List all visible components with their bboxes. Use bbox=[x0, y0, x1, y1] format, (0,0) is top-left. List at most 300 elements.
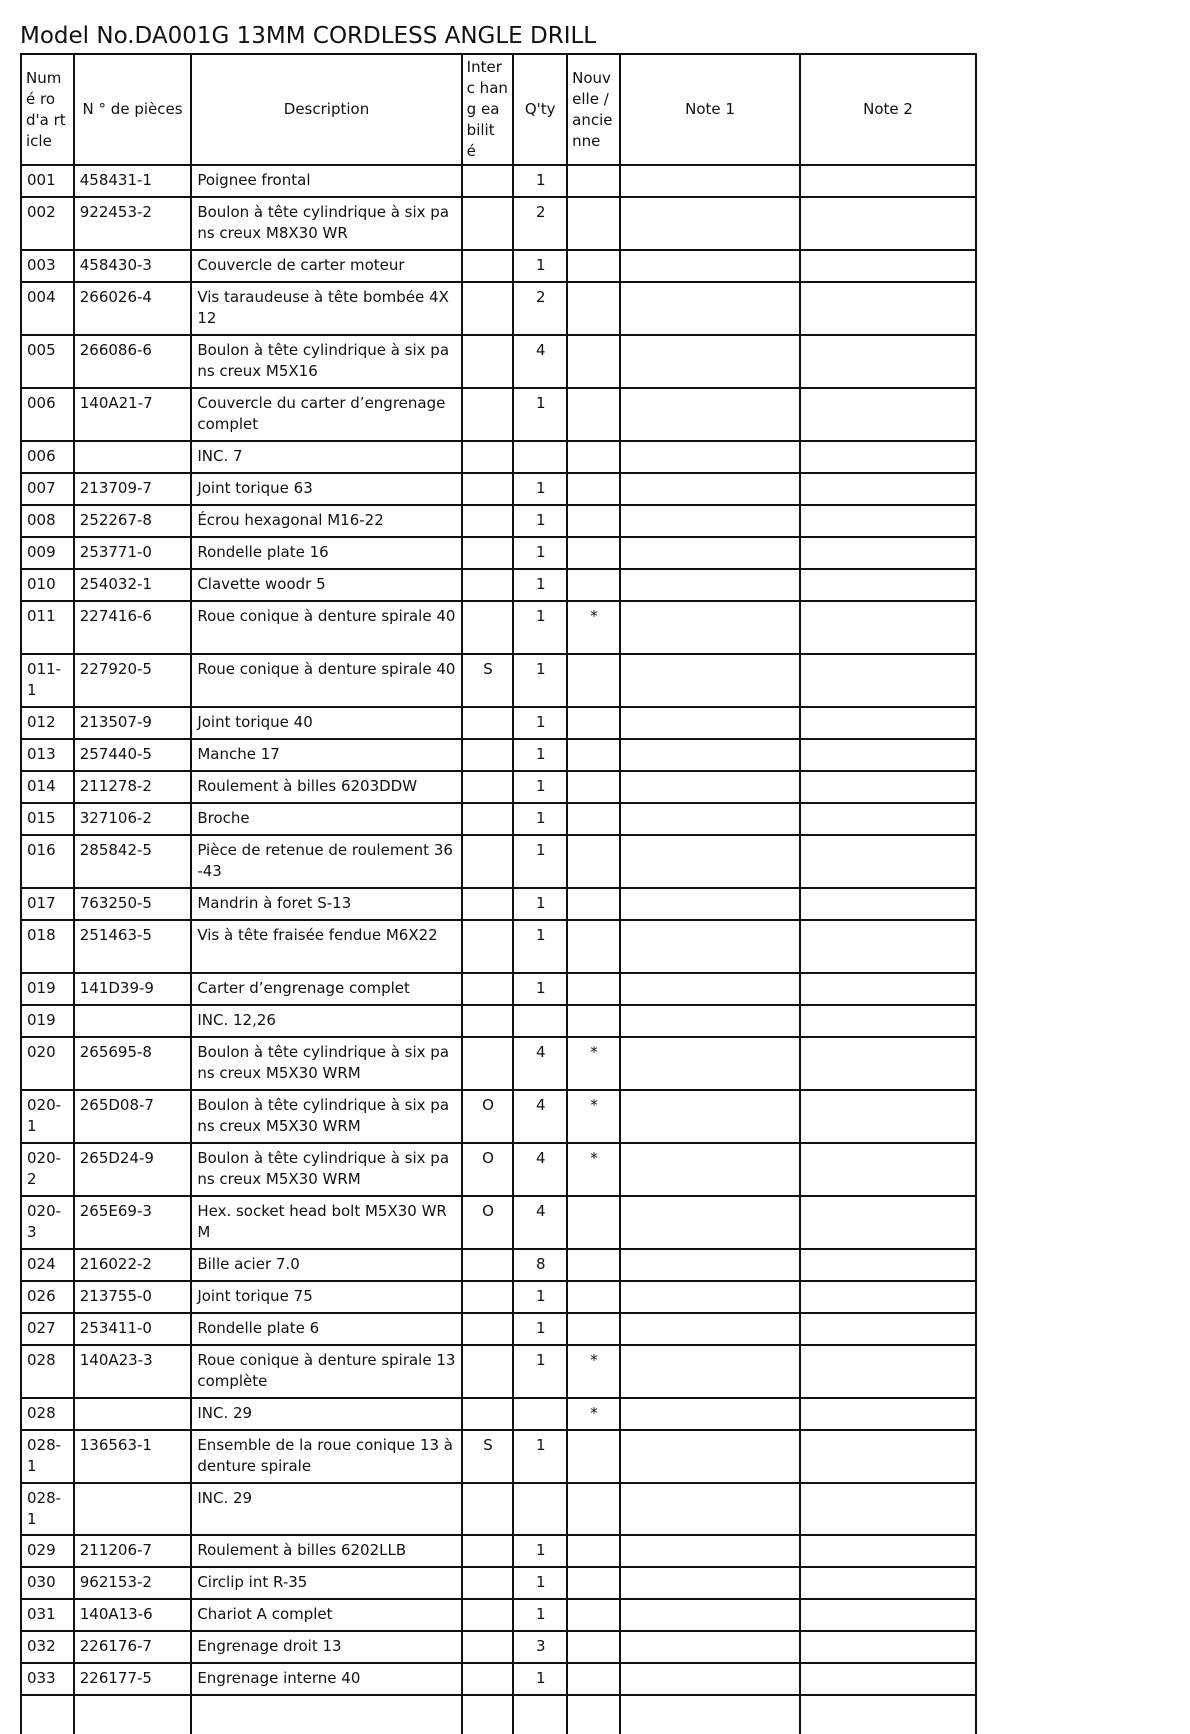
cell-part-number: 213507-9 bbox=[74, 707, 192, 739]
cell-qty: 4 bbox=[513, 1037, 567, 1090]
header-note2: Note 2 bbox=[800, 54, 976, 165]
cell-new-old bbox=[567, 973, 620, 1005]
cell-part-number: 257440-5 bbox=[74, 739, 192, 771]
cell-new-old bbox=[567, 1281, 620, 1313]
cell-note1 bbox=[620, 1398, 800, 1430]
cell-item-number: 028 bbox=[21, 1345, 74, 1398]
cell-qty: 1 bbox=[513, 569, 567, 601]
table-row bbox=[21, 973, 976, 1005]
cell-description: Poignee frontal bbox=[191, 165, 461, 197]
table-row bbox=[21, 569, 976, 601]
table-row bbox=[21, 197, 976, 250]
cell-description: Rondelle plate 16 bbox=[191, 537, 461, 569]
cell-qty: 1 bbox=[513, 1281, 567, 1313]
cell-note1 bbox=[620, 973, 800, 1005]
header-item-number: Numé ro d'a rticle bbox=[21, 54, 74, 165]
cell-part-number: 213755-0 bbox=[74, 1281, 192, 1313]
cell-note2 bbox=[800, 1567, 976, 1599]
cell-part-number: 226176-7 bbox=[74, 1631, 192, 1663]
table-row bbox=[21, 1663, 976, 1695]
cell-note2 bbox=[800, 335, 976, 388]
cell-part-number: 763250-5 bbox=[74, 888, 192, 920]
cell-note2 bbox=[800, 707, 976, 739]
cell-new-old bbox=[567, 1663, 620, 1695]
cell-note2 bbox=[800, 1535, 976, 1567]
cell-part-number: 285842-5 bbox=[74, 835, 192, 888]
cell-part-number: 254032-1 bbox=[74, 569, 192, 601]
cell-item-number: 006 bbox=[21, 388, 74, 441]
cell-note1 bbox=[620, 654, 800, 707]
cell-note1 bbox=[620, 1663, 800, 1695]
cell-note2 bbox=[800, 1090, 976, 1143]
cell-note1 bbox=[620, 920, 800, 973]
cell-item-number: 010 bbox=[21, 569, 74, 601]
cell-qty bbox=[513, 441, 567, 473]
cell-part-number: 136563-1 bbox=[74, 1430, 192, 1483]
cell-qty: 1 bbox=[513, 973, 567, 1005]
cell-item-number: 017 bbox=[21, 888, 74, 920]
cell-description: Ensemble de la roue conique 13 à denture spirale bbox=[191, 1430, 461, 1483]
cell-interchangeability: O bbox=[462, 1143, 514, 1196]
table-row bbox=[21, 1313, 976, 1345]
cell-interchangeability bbox=[462, 1599, 514, 1631]
empty-cell bbox=[800, 1695, 976, 1734]
cell-note1 bbox=[620, 803, 800, 835]
table-row bbox=[21, 1599, 976, 1631]
cell-note1 bbox=[620, 1483, 800, 1535]
cell-description: Hex. socket head bolt M5X30 WRM bbox=[191, 1196, 461, 1249]
cell-interchangeability bbox=[462, 165, 514, 197]
cell-part-number bbox=[74, 1398, 192, 1430]
cell-note2 bbox=[800, 1398, 976, 1430]
empty-cell bbox=[513, 1695, 567, 1734]
cell-note1 bbox=[620, 165, 800, 197]
cell-note1 bbox=[620, 1090, 800, 1143]
table-row bbox=[21, 250, 976, 282]
cell-interchangeability: S bbox=[462, 654, 514, 707]
table-row bbox=[21, 771, 976, 803]
cell-interchangeability: O bbox=[462, 1196, 514, 1249]
header-interchangeability: Interc hang eabilit é bbox=[462, 54, 514, 165]
cell-interchangeability bbox=[462, 1037, 514, 1090]
cell-item-number: 019 bbox=[21, 973, 74, 1005]
empty-cell bbox=[74, 1695, 192, 1734]
table-row bbox=[21, 920, 976, 973]
empty-cell bbox=[21, 1695, 74, 1734]
cell-part-number: 265695-8 bbox=[74, 1037, 192, 1090]
cell-interchangeability bbox=[462, 388, 514, 441]
cell-item-number: 012 bbox=[21, 707, 74, 739]
cell-description: Manche 17 bbox=[191, 739, 461, 771]
cell-part-number: 227416-6 bbox=[74, 601, 192, 654]
cell-note2 bbox=[800, 1631, 976, 1663]
cell-new-old bbox=[567, 1005, 620, 1037]
cell-description: Joint torique 63 bbox=[191, 473, 461, 505]
cell-note1 bbox=[620, 1345, 800, 1398]
cell-note1 bbox=[620, 473, 800, 505]
cell-note1 bbox=[620, 1430, 800, 1483]
cell-note1 bbox=[620, 1535, 800, 1567]
cell-qty: 1 bbox=[513, 771, 567, 803]
table-row bbox=[21, 601, 976, 654]
cell-description: Joint torique 75 bbox=[191, 1281, 461, 1313]
cell-description: Pièce de retenue de roulement 36-43 bbox=[191, 835, 461, 888]
cell-qty: 1 bbox=[513, 654, 567, 707]
cell-interchangeability bbox=[462, 1535, 514, 1567]
cell-item-number: 001 bbox=[21, 165, 74, 197]
cell-interchangeability bbox=[462, 1281, 514, 1313]
cell-new-old bbox=[567, 1196, 620, 1249]
cell-item-number: 032 bbox=[21, 1631, 74, 1663]
table-row bbox=[21, 1090, 976, 1143]
cell-qty: 1 bbox=[513, 1535, 567, 1567]
empty-cell bbox=[191, 1695, 461, 1734]
cell-note2 bbox=[800, 165, 976, 197]
cell-qty: 8 bbox=[513, 1249, 567, 1281]
table-header-row bbox=[21, 54, 976, 165]
cell-new-old bbox=[567, 654, 620, 707]
cell-qty: 1 bbox=[513, 803, 567, 835]
page-title: Model No.DA001G 13MM CORDLESS ANGLE DRILL bbox=[20, 23, 597, 49]
cell-note2 bbox=[800, 250, 976, 282]
cell-note1 bbox=[620, 569, 800, 601]
cell-note1 bbox=[620, 1249, 800, 1281]
cell-interchangeability bbox=[462, 1249, 514, 1281]
cell-note1 bbox=[620, 1037, 800, 1090]
cell-new-old bbox=[567, 888, 620, 920]
cell-interchangeability bbox=[462, 335, 514, 388]
cell-new-old bbox=[567, 1483, 620, 1535]
cell-item-number: 020-1 bbox=[21, 1090, 74, 1143]
cell-new-old bbox=[567, 473, 620, 505]
table-row bbox=[21, 1037, 976, 1090]
cell-part-number: 265E69-3 bbox=[74, 1196, 192, 1249]
cell-description: Boulon à tête cylindrique à six pans creux M5X30 WRM bbox=[191, 1143, 461, 1196]
cell-note2 bbox=[800, 739, 976, 771]
cell-description: Mandrin à foret S-13 bbox=[191, 888, 461, 920]
cell-part-number: 327106-2 bbox=[74, 803, 192, 835]
cell-note1 bbox=[620, 505, 800, 537]
cell-qty: 1 bbox=[513, 473, 567, 505]
cell-new-old bbox=[567, 771, 620, 803]
cell-note1 bbox=[620, 1196, 800, 1249]
cell-note2 bbox=[800, 1345, 976, 1398]
cell-note1 bbox=[620, 388, 800, 441]
cell-note2 bbox=[800, 282, 976, 335]
cell-interchangeability bbox=[462, 835, 514, 888]
cell-note1 bbox=[620, 250, 800, 282]
table-row bbox=[21, 505, 976, 537]
cell-qty bbox=[513, 1398, 567, 1430]
cell-note2 bbox=[800, 441, 976, 473]
cell-description: INC. 29 bbox=[191, 1398, 461, 1430]
header-description: Description bbox=[191, 54, 461, 165]
cell-item-number: 004 bbox=[21, 282, 74, 335]
cell-interchangeability bbox=[462, 537, 514, 569]
cell-qty: 1 bbox=[513, 1430, 567, 1483]
cell-part-number: 226177-5 bbox=[74, 1663, 192, 1695]
table-row bbox=[21, 1535, 976, 1567]
table-row bbox=[21, 1567, 976, 1599]
cell-qty: 4 bbox=[513, 1196, 567, 1249]
cell-note2 bbox=[800, 601, 976, 654]
header-part-number: N ° de pièces bbox=[74, 54, 192, 165]
cell-description: Roue conique à denture spirale 40 bbox=[191, 654, 461, 707]
cell-qty: 1 bbox=[513, 601, 567, 654]
table-row bbox=[21, 1005, 976, 1037]
cell-interchangeability: S bbox=[462, 1430, 514, 1483]
cell-qty: 1 bbox=[513, 165, 567, 197]
cell-new-old bbox=[567, 803, 620, 835]
cell-note1 bbox=[620, 197, 800, 250]
cell-part-number: 265D24-9 bbox=[74, 1143, 192, 1196]
cell-qty: 1 bbox=[513, 707, 567, 739]
cell-interchangeability bbox=[462, 803, 514, 835]
cell-description: Roulement à billes 6202LLB bbox=[191, 1535, 461, 1567]
cell-new-old bbox=[567, 1313, 620, 1345]
cell-item-number: 020-2 bbox=[21, 1143, 74, 1196]
cell-qty: 2 bbox=[513, 197, 567, 250]
cell-part-number: 458431-1 bbox=[74, 165, 192, 197]
cell-qty: 1 bbox=[513, 1313, 567, 1345]
cell-part-number: 140A13-6 bbox=[74, 1599, 192, 1631]
cell-note2 bbox=[800, 1430, 976, 1483]
cell-new-old bbox=[567, 165, 620, 197]
cell-note2 bbox=[800, 1005, 976, 1037]
cell-description: Boulon à tête cylindrique à six pans creux M5X16 bbox=[191, 335, 461, 388]
cell-new-old bbox=[567, 335, 620, 388]
cell-part-number: 252267-8 bbox=[74, 505, 192, 537]
cell-interchangeability bbox=[462, 1345, 514, 1398]
cell-note1 bbox=[620, 888, 800, 920]
empty-cell bbox=[567, 1695, 620, 1734]
cell-item-number: 030 bbox=[21, 1567, 74, 1599]
cell-interchangeability bbox=[462, 250, 514, 282]
cell-item-number: 007 bbox=[21, 473, 74, 505]
cell-description: Joint torique 40 bbox=[191, 707, 461, 739]
cell-new-old bbox=[567, 441, 620, 473]
cell-note2 bbox=[800, 973, 976, 1005]
cell-note2 bbox=[800, 1483, 976, 1535]
cell-note2 bbox=[800, 569, 976, 601]
cell-interchangeability bbox=[462, 197, 514, 250]
cell-new-old bbox=[567, 197, 620, 250]
table-row bbox=[21, 739, 976, 771]
cell-qty bbox=[513, 1005, 567, 1037]
cell-new-old: * bbox=[567, 1398, 620, 1430]
cell-item-number: 018 bbox=[21, 920, 74, 973]
cell-part-number: 253771-0 bbox=[74, 537, 192, 569]
table-row bbox=[21, 165, 976, 197]
cell-description: Boulon à tête cylindrique à six pans creux M8X30 WR bbox=[191, 197, 461, 250]
cell-item-number: 027 bbox=[21, 1313, 74, 1345]
table-row bbox=[21, 282, 976, 335]
cell-description: Rondelle plate 6 bbox=[191, 1313, 461, 1345]
cell-new-old bbox=[567, 250, 620, 282]
cell-item-number: 011-1 bbox=[21, 654, 74, 707]
cell-qty: 2 bbox=[513, 282, 567, 335]
cell-qty: 1 bbox=[513, 1599, 567, 1631]
cell-description: Couvercle de carter moteur bbox=[191, 250, 461, 282]
cell-description: Bille acier 7.0 bbox=[191, 1249, 461, 1281]
cell-new-old bbox=[567, 282, 620, 335]
cell-new-old: * bbox=[567, 1090, 620, 1143]
table-row bbox=[21, 654, 976, 707]
cell-new-old bbox=[567, 707, 620, 739]
table-row bbox=[21, 441, 976, 473]
cell-interchangeability bbox=[462, 505, 514, 537]
cell-note2 bbox=[800, 1313, 976, 1345]
cell-qty: 1 bbox=[513, 835, 567, 888]
cell-note2 bbox=[800, 1599, 976, 1631]
cell-item-number: 016 bbox=[21, 835, 74, 888]
cell-interchangeability bbox=[462, 282, 514, 335]
cell-part-number bbox=[74, 1005, 192, 1037]
cell-item-number: 014 bbox=[21, 771, 74, 803]
cell-qty: 4 bbox=[513, 1143, 567, 1196]
cell-item-number: 024 bbox=[21, 1249, 74, 1281]
cell-qty: 4 bbox=[513, 1090, 567, 1143]
cell-item-number: 028-1 bbox=[21, 1430, 74, 1483]
cell-item-number: 011 bbox=[21, 601, 74, 654]
cell-part-number: 213709-7 bbox=[74, 473, 192, 505]
parts-table bbox=[20, 53, 977, 1734]
cell-interchangeability bbox=[462, 1663, 514, 1695]
cell-qty: 1 bbox=[513, 1567, 567, 1599]
table-row bbox=[21, 1281, 976, 1313]
cell-item-number: 009 bbox=[21, 537, 74, 569]
cell-item-number: 008 bbox=[21, 505, 74, 537]
cell-part-number: 266026-4 bbox=[74, 282, 192, 335]
table-row bbox=[21, 1196, 976, 1249]
cell-description: Boulon à tête cylindrique à six pans creux M5X30 WRM bbox=[191, 1090, 461, 1143]
cell-note2 bbox=[800, 197, 976, 250]
cell-item-number: 002 bbox=[21, 197, 74, 250]
cell-item-number: 029 bbox=[21, 1535, 74, 1567]
table-row bbox=[21, 1398, 976, 1430]
cell-item-number: 006 bbox=[21, 441, 74, 473]
table-row bbox=[21, 1631, 976, 1663]
cell-description: Chariot A complet bbox=[191, 1599, 461, 1631]
table-row bbox=[21, 1430, 976, 1483]
cell-qty: 1 bbox=[513, 250, 567, 282]
cell-note2 bbox=[800, 888, 976, 920]
cell-note2 bbox=[800, 803, 976, 835]
cell-description: Engrenage interne 40 bbox=[191, 1663, 461, 1695]
cell-part-number: 141D39-9 bbox=[74, 973, 192, 1005]
cell-new-old bbox=[567, 505, 620, 537]
cell-note2 bbox=[800, 920, 976, 973]
cell-qty: 1 bbox=[513, 537, 567, 569]
cell-interchangeability bbox=[462, 441, 514, 473]
header-qty: Q'ty bbox=[513, 54, 567, 165]
cell-qty: 1 bbox=[513, 505, 567, 537]
cell-part-number: 211278-2 bbox=[74, 771, 192, 803]
cell-note1 bbox=[620, 335, 800, 388]
table-row bbox=[21, 707, 976, 739]
table-row bbox=[21, 388, 976, 441]
cell-interchangeability bbox=[462, 739, 514, 771]
empty-cell bbox=[620, 1695, 800, 1734]
cell-description: Broche bbox=[191, 803, 461, 835]
cell-note1 bbox=[620, 441, 800, 473]
cell-note1 bbox=[620, 835, 800, 888]
cell-interchangeability bbox=[462, 601, 514, 654]
cell-qty bbox=[513, 1483, 567, 1535]
cell-new-old bbox=[567, 739, 620, 771]
cell-qty: 1 bbox=[513, 1345, 567, 1398]
cell-part-number: 922453-2 bbox=[74, 197, 192, 250]
cell-interchangeability bbox=[462, 1005, 514, 1037]
cell-item-number: 020 bbox=[21, 1037, 74, 1090]
cell-description: Circlip int R-35 bbox=[191, 1567, 461, 1599]
table-row bbox=[21, 803, 976, 835]
cell-item-number: 020-3 bbox=[21, 1196, 74, 1249]
cell-description: Roulement à billes 6203DDW bbox=[191, 771, 461, 803]
header-new-old: Nouv elle / ancie nne bbox=[567, 54, 620, 165]
cell-part-number: 140A21-7 bbox=[74, 388, 192, 441]
cell-note2 bbox=[800, 505, 976, 537]
cell-interchangeability bbox=[462, 920, 514, 973]
cell-new-old bbox=[567, 835, 620, 888]
cell-part-number: 962153-2 bbox=[74, 1567, 192, 1599]
cell-item-number: 015 bbox=[21, 803, 74, 835]
cell-item-number: 033 bbox=[21, 1663, 74, 1695]
header-note1: Note 1 bbox=[620, 54, 800, 165]
cell-interchangeability bbox=[462, 1483, 514, 1535]
cell-note2 bbox=[800, 835, 976, 888]
table-row bbox=[21, 1249, 976, 1281]
cell-interchangeability bbox=[462, 1313, 514, 1345]
cell-item-number: 019 bbox=[21, 1005, 74, 1037]
cell-description: Engrenage droit 13 bbox=[191, 1631, 461, 1663]
cell-note2 bbox=[800, 1281, 976, 1313]
cell-new-old bbox=[567, 388, 620, 441]
cell-new-old bbox=[567, 920, 620, 973]
cell-item-number: 003 bbox=[21, 250, 74, 282]
cell-note2 bbox=[800, 1663, 976, 1695]
cell-qty: 1 bbox=[513, 388, 567, 441]
cell-item-number: 026 bbox=[21, 1281, 74, 1313]
cell-description: Roue conique à denture spirale 40 bbox=[191, 601, 461, 654]
cell-note2 bbox=[800, 771, 976, 803]
cell-interchangeability bbox=[462, 1631, 514, 1663]
cell-item-number: 031 bbox=[21, 1599, 74, 1631]
cell-note1 bbox=[620, 601, 800, 654]
cell-part-number: 227920-5 bbox=[74, 654, 192, 707]
cell-qty: 1 bbox=[513, 888, 567, 920]
cell-interchangeability bbox=[462, 1567, 514, 1599]
cell-note2 bbox=[800, 1196, 976, 1249]
cell-description: Vis à tête fraisée fendue M6X22 bbox=[191, 920, 461, 973]
cell-new-old bbox=[567, 1599, 620, 1631]
cell-description: Écrou hexagonal M16-22 bbox=[191, 505, 461, 537]
cell-new-old bbox=[567, 1631, 620, 1663]
cell-interchangeability: O bbox=[462, 1090, 514, 1143]
cell-note1 bbox=[620, 771, 800, 803]
cell-new-old: * bbox=[567, 601, 620, 654]
cell-new-old bbox=[567, 1430, 620, 1483]
cell-part-number: 458430-3 bbox=[74, 250, 192, 282]
cell-note2 bbox=[800, 1037, 976, 1090]
cell-description: Boulon à tête cylindrique à six pans creux M5X30 WRM bbox=[191, 1037, 461, 1090]
cell-note2 bbox=[800, 1143, 976, 1196]
cell-qty: 1 bbox=[513, 739, 567, 771]
empty-cell bbox=[462, 1695, 514, 1734]
cell-description: Clavette woodr 5 bbox=[191, 569, 461, 601]
cell-item-number: 005 bbox=[21, 335, 74, 388]
cell-note1 bbox=[620, 707, 800, 739]
